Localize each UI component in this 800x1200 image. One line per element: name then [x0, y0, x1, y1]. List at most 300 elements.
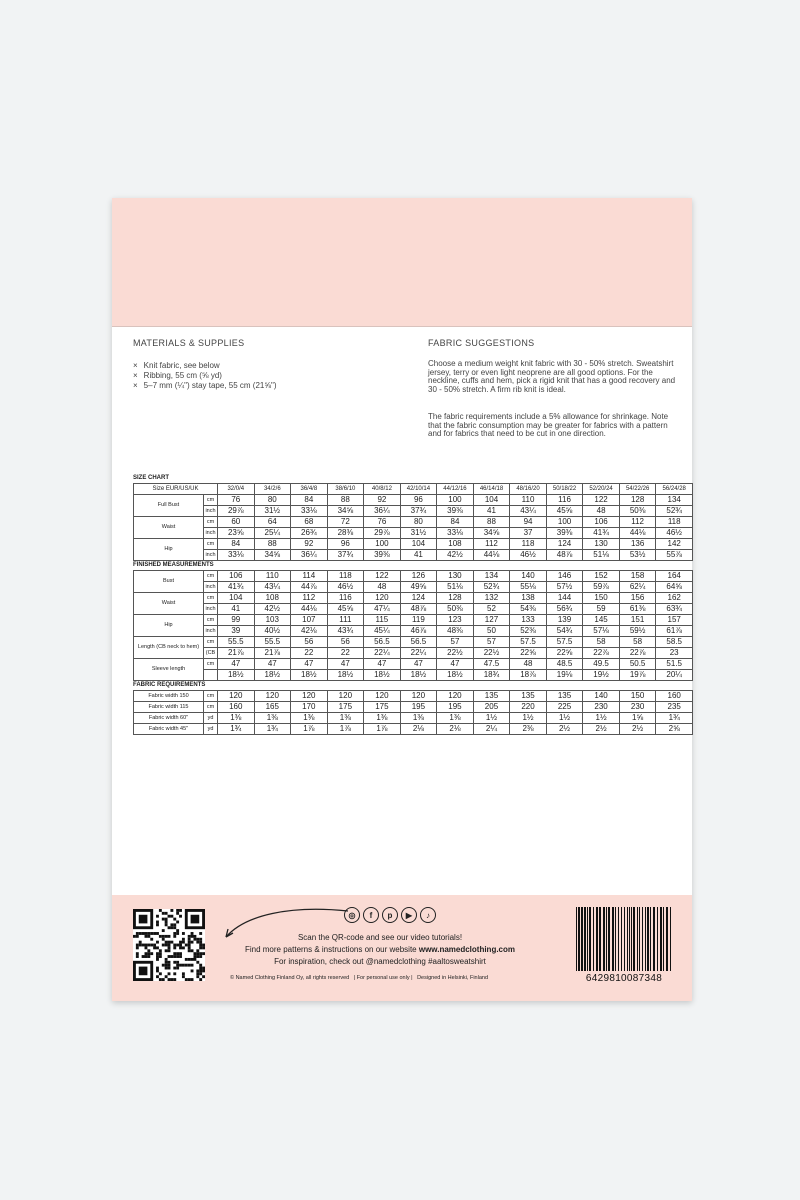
table-cell: 22⅞ — [619, 648, 656, 659]
top-pink-band — [112, 198, 692, 327]
fabric-requirements-table — [133, 690, 693, 735]
table-cell: 51⅛ — [583, 550, 620, 561]
table-cell: 64⅝ — [656, 582, 693, 593]
table-cell: 47.5 — [473, 659, 510, 670]
table-cell: 36¼ — [291, 550, 328, 561]
unit-label: cm — [204, 615, 218, 626]
size-header-cell: 40/8/12 — [364, 484, 401, 495]
size-row — [134, 517, 693, 528]
table-cell: 44⅛ — [291, 604, 328, 615]
fabric-allowance-text: The fabric requirements include a 5% allowance for shrinkage. Note that the fabric consumption may be greater for fabrics with a pattern and for fabrics that need to be cut in one direction. — [428, 412, 669, 439]
table-cell: 120 — [254, 691, 291, 702]
materials-item: × Knit fabric, see below — [133, 361, 277, 371]
table-cell: 124 — [400, 593, 437, 604]
table-cell: 2⅜ — [510, 724, 547, 735]
unit-label: cm — [204, 702, 218, 713]
barcode-number: 6429810087348 — [585, 973, 663, 984]
table-cell: 61⅞ — [656, 626, 693, 637]
table-cell: 122 — [364, 571, 401, 582]
unit-label: cm — [204, 637, 218, 648]
materials-item: × Ribbing, 55 cm (⅝ yd) — [133, 371, 277, 381]
table-cell: 22½ — [437, 648, 474, 659]
size-header-cell: 46/14/18 — [473, 484, 510, 495]
table-cell: 57.5 — [546, 637, 583, 648]
row-label: Fabric width 115 — [134, 702, 204, 713]
fabric-row — [134, 691, 693, 702]
table-cell: 18¾ — [473, 670, 510, 681]
table-cell: 94 — [510, 517, 547, 528]
table-cell: 2½ — [619, 724, 656, 735]
fabric-row — [134, 713, 693, 724]
table-cell: 135 — [473, 691, 510, 702]
table-cell: 57 — [437, 637, 474, 648]
unit-label: cm — [204, 517, 218, 528]
table-cell: 230 — [583, 702, 620, 713]
table-cell: 41¾ — [583, 528, 620, 539]
table-cell: 104 — [218, 593, 255, 604]
table-cell: 55.5 — [218, 637, 255, 648]
table-cell: 22½ — [473, 648, 510, 659]
table-cell: 37 — [510, 528, 547, 539]
table-cell: 57 — [473, 637, 510, 648]
table-cell: 52¾ — [473, 582, 510, 593]
table-cell: 118 — [656, 517, 693, 528]
table-cell: 29⅞ — [364, 528, 401, 539]
copyright-text: © Named Clothing Finland Oy, all rights reserved — [230, 975, 350, 981]
table-cell: 1⅜ — [400, 713, 437, 724]
table-cell: 112 — [619, 517, 656, 528]
finished-row — [134, 593, 693, 604]
table-cell: 42½ — [437, 550, 474, 561]
table-cell: 123 — [437, 615, 474, 626]
table-cell: 170 — [291, 702, 328, 713]
table-cell: 175 — [364, 702, 401, 713]
unit-label: cm — [204, 539, 218, 550]
tiktok-icon[interactable]: ♪ — [420, 907, 436, 923]
row-label: Fabric width 45" — [134, 724, 204, 735]
table-cell: 56.5 — [364, 637, 401, 648]
table-cell: 29⅞ — [218, 506, 255, 517]
table-cell: 34⅝ — [473, 528, 510, 539]
table-cell: 158 — [619, 571, 656, 582]
table-cell: 133 — [510, 615, 547, 626]
table-cell: 88 — [327, 495, 364, 506]
unit-label: yd — [204, 713, 218, 724]
table-cell: 48 — [510, 659, 547, 670]
website-prefix: Find more patterns & instructions on our website — [244, 945, 419, 954]
table-cell: 135 — [510, 691, 547, 702]
barcode — [574, 907, 674, 971]
table-cell: 107 — [291, 615, 328, 626]
table-cell: 18½ — [400, 670, 437, 681]
unit-label: inch — [204, 626, 218, 637]
table-cell: 48.5 — [546, 659, 583, 670]
designed-in-text: Designed in Helsinki, Finland — [417, 975, 489, 981]
table-cell: 23⅝ — [218, 528, 255, 539]
size-header-label: Size EUR/US/UK — [134, 484, 218, 495]
table-cell: 160 — [218, 702, 255, 713]
table-cell: 60 — [218, 517, 255, 528]
table-cell: 112 — [291, 593, 328, 604]
table-cell: 110 — [510, 495, 547, 506]
table-cell: 120 — [437, 691, 474, 702]
table-cell: 19⅞ — [619, 670, 656, 681]
qr-code-icon — [133, 909, 205, 981]
table-cell: 114 — [291, 571, 328, 582]
finished-row — [134, 626, 693, 637]
table-cell: 100 — [437, 495, 474, 506]
table-cell: 18½ — [218, 670, 255, 681]
materials-title: MATERIALS & SUPPLIES — [133, 338, 245, 348]
unit-label: inch — [204, 506, 218, 517]
table-cell: 165 — [254, 702, 291, 713]
table-cell: 28⅜ — [327, 528, 364, 539]
table-cell: 72 — [327, 517, 364, 528]
size-header-cell: 32/0/4 — [218, 484, 255, 495]
table-cell: 41 — [473, 506, 510, 517]
table-cell: 47 — [218, 659, 255, 670]
size-header-cell: 36/4/8 — [291, 484, 328, 495]
table-cell: 37¾ — [400, 506, 437, 517]
unit-label: cm — [204, 691, 218, 702]
table-cell: 2⅝ — [656, 724, 693, 735]
facebook-icon[interactable]: f — [363, 907, 379, 923]
size-header-cell: 48/16/20 — [510, 484, 547, 495]
finished-row — [134, 571, 693, 582]
table-cell: 47 — [327, 659, 364, 670]
table-cell: 40½ — [254, 626, 291, 637]
table-cell: 1⅞ — [291, 724, 328, 735]
table-cell: 1¾ — [254, 724, 291, 735]
table-cell: 111 — [327, 615, 364, 626]
finished-row — [134, 604, 693, 615]
table-cell: 139 — [546, 615, 583, 626]
table-cell: 162 — [656, 593, 693, 604]
table-cell: 47 — [254, 659, 291, 670]
table-cell: 47 — [400, 659, 437, 670]
table-cell: 120 — [364, 593, 401, 604]
table-cell: 68 — [291, 517, 328, 528]
table-cell: 34⅝ — [254, 550, 291, 561]
table-cell: 45¼ — [364, 626, 401, 637]
table-cell: 21⅞ — [218, 648, 255, 659]
size-chart-table — [133, 483, 693, 561]
website-link[interactable]: www.namedclothing.com — [418, 945, 515, 954]
unit-label: (CB — [204, 648, 218, 659]
table-cell: 1⅜ — [327, 713, 364, 724]
legal-line — [230, 975, 570, 981]
table-cell: 134 — [473, 571, 510, 582]
size-header-cell: 42/10/14 — [400, 484, 437, 495]
table-cell: 56 — [291, 637, 328, 648]
table-cell: 31½ — [254, 506, 291, 517]
finished-measurements-title: FINISHED MEASUREMENTS — [133, 562, 214, 568]
row-label: Hip — [134, 539, 204, 561]
table-cell: 1⅜ — [254, 713, 291, 724]
table-cell: 88 — [254, 539, 291, 550]
unit-label: inch — [204, 550, 218, 561]
table-cell: 205 — [473, 702, 510, 713]
table-cell: 151 — [619, 615, 656, 626]
table-cell: 57½ — [546, 582, 583, 593]
table-cell: 146 — [546, 571, 583, 582]
table-cell: 115 — [364, 615, 401, 626]
table-cell: 55⅛ — [510, 582, 547, 593]
table-cell: 76 — [218, 495, 255, 506]
social-icons — [344, 907, 436, 923]
table-cell: 22 — [327, 648, 364, 659]
table-cell: 120 — [364, 691, 401, 702]
table-cell: 164 — [656, 571, 693, 582]
table-cell: 122 — [583, 495, 620, 506]
table-cell: 130 — [583, 539, 620, 550]
table-cell: 56.5 — [400, 637, 437, 648]
row-label: Sleeve length — [134, 659, 204, 681]
table-cell: 42½ — [254, 604, 291, 615]
table-cell: 104 — [473, 495, 510, 506]
table-cell: 26¾ — [291, 528, 328, 539]
unit-label — [204, 670, 218, 681]
table-cell: 2⅛ — [437, 724, 474, 735]
unit-label: cm — [204, 593, 218, 604]
table-cell: 112 — [473, 539, 510, 550]
size-header-row — [134, 484, 693, 495]
table-cell: 48⅞ — [400, 604, 437, 615]
footer-band — [112, 895, 692, 1001]
row-label: Waist — [134, 593, 204, 615]
row-label: Fabric width 150 — [134, 691, 204, 702]
table-cell: 47 — [364, 659, 401, 670]
size-row — [134, 528, 693, 539]
table-cell: 49.5 — [583, 659, 620, 670]
table-cell: 59 — [583, 604, 620, 615]
table-cell: 104 — [400, 539, 437, 550]
table-cell: 58 — [619, 637, 656, 648]
table-cell: 63¾ — [656, 604, 693, 615]
table-cell: 47 — [291, 659, 328, 670]
personal-use-text: | For personal use only | — [353, 975, 413, 981]
table-cell: 22¼ — [364, 648, 401, 659]
unit-label: yd — [204, 724, 218, 735]
table-cell: 22¼ — [400, 648, 437, 659]
table-cell: 33⅛ — [291, 506, 328, 517]
finished-row — [134, 582, 693, 593]
table-cell: 18⅞ — [510, 670, 547, 681]
table-cell: 57⅛ — [583, 626, 620, 637]
qr-code[interactable] — [133, 909, 205, 981]
table-cell: 96 — [400, 495, 437, 506]
fabric-suggestions-text: Choose a medium weight knit fabric with 30 - 50% stretch. Sweatshirt jersey, terry or even light neoprene are all good options. For the neckline, cuffs and hem, pick a rigid knit that has a good recovery and 30 - 50% stretch. A firm rib knit is ideal. — [428, 359, 676, 394]
row-label: Full Bust — [134, 495, 204, 517]
table-cell: 175 — [327, 702, 364, 713]
table-cell: 22⅞ — [583, 648, 620, 659]
table-cell: 19⅛ — [546, 670, 583, 681]
table-cell: 33⅛ — [218, 550, 255, 561]
table-cell: 48⅞ — [546, 550, 583, 561]
row-label: Length (CB neck to hem) — [134, 637, 204, 659]
table-cell: 2⅛ — [400, 724, 437, 735]
table-cell: 52 — [473, 604, 510, 615]
table-cell: 76 — [364, 517, 401, 528]
table-cell: 80 — [254, 495, 291, 506]
table-cell: 120 — [327, 691, 364, 702]
finished-row — [134, 615, 693, 626]
youtube-icon[interactable]: ▶ — [401, 907, 417, 923]
table-cell: 1⅞ — [364, 724, 401, 735]
table-cell: 44⅛ — [473, 550, 510, 561]
table-cell: 126 — [400, 571, 437, 582]
table-cell: 54¾ — [546, 626, 583, 637]
row-label: Waist — [134, 517, 204, 539]
table-cell: 1½ — [473, 713, 510, 724]
table-cell: 51.5 — [656, 659, 693, 670]
table-cell: 41 — [400, 550, 437, 561]
table-cell: 21⅞ — [254, 648, 291, 659]
table-cell: 18½ — [437, 670, 474, 681]
table-cell: 119 — [400, 615, 437, 626]
finished-measurements-table — [133, 570, 693, 681]
table-cell: 136 — [619, 539, 656, 550]
table-cell: 55⅞ — [656, 550, 693, 561]
table-cell: 64 — [254, 517, 291, 528]
table-cell: 56¾ — [546, 604, 583, 615]
unit-label: inch — [204, 604, 218, 615]
unit-label: cm — [204, 659, 218, 670]
table-cell: 43¼ — [510, 506, 547, 517]
table-cell: 145 — [583, 615, 620, 626]
table-cell: 41 — [218, 604, 255, 615]
table-cell: 45⅝ — [327, 604, 364, 615]
qr-caption: Scan the QR-code and see our video tutorials! — [297, 933, 463, 942]
finished-row — [134, 637, 693, 648]
table-cell: 2¼ — [473, 724, 510, 735]
finished-row — [134, 659, 693, 670]
instagram-icon[interactable]: ◎ — [344, 907, 360, 923]
table-cell: 52¾ — [656, 506, 693, 517]
table-cell: 18½ — [327, 670, 364, 681]
table-cell: 140 — [583, 691, 620, 702]
fabric-suggestions-title: FABRIC SUGGESTIONS — [428, 338, 535, 348]
unit-label: cm — [204, 495, 218, 506]
table-cell: 50.5 — [619, 659, 656, 670]
materials-list — [133, 361, 277, 391]
size-row — [134, 495, 693, 506]
table-cell: 54⅜ — [510, 604, 547, 615]
table-cell: 41¾ — [218, 582, 255, 593]
table-cell: 157 — [656, 615, 693, 626]
row-label: Bust — [134, 571, 204, 593]
table-cell: 118 — [327, 571, 364, 582]
table-cell: 2½ — [546, 724, 583, 735]
table-cell: 48 — [364, 582, 401, 593]
table-cell: 195 — [400, 702, 437, 713]
table-cell: 23 — [656, 648, 693, 659]
table-cell: 120 — [291, 691, 328, 702]
table-cell: 18½ — [291, 670, 328, 681]
table-cell: 1⅜ — [218, 713, 255, 724]
table-cell: 20¼ — [656, 670, 693, 681]
table-cell: 18½ — [364, 670, 401, 681]
table-cell: 106 — [583, 517, 620, 528]
table-cell: 80 — [400, 517, 437, 528]
table-cell: 140 — [510, 571, 547, 582]
table-cell: 46½ — [327, 582, 364, 593]
size-header-cell: 54/22/26 — [619, 484, 656, 495]
table-cell: 59½ — [619, 626, 656, 637]
finished-row — [134, 670, 693, 681]
size-row — [134, 506, 693, 517]
table-cell: 144 — [546, 593, 583, 604]
table-cell: 52⅜ — [510, 626, 547, 637]
table-cell: 1¾ — [656, 713, 693, 724]
table-cell: 1⅜ — [437, 713, 474, 724]
table-cell: 124 — [546, 539, 583, 550]
materials-item: × 5–7 mm (¼") stay tape, 55 cm (21⅝") — [133, 381, 277, 391]
table-cell: 150 — [619, 691, 656, 702]
table-cell: 44⅞ — [291, 582, 328, 593]
table-cell: 84 — [218, 539, 255, 550]
table-cell: 84 — [291, 495, 328, 506]
pinterest-icon[interactable]: p — [382, 907, 398, 923]
table-cell: 1⅞ — [327, 724, 364, 735]
table-cell: 99 — [218, 615, 255, 626]
table-cell: 61⅜ — [619, 604, 656, 615]
table-cell: 127 — [473, 615, 510, 626]
fabric-requirements-title: FABRIC REQUIREMENTS — [133, 682, 206, 688]
table-cell: 100 — [546, 517, 583, 528]
table-cell: 235 — [656, 702, 693, 713]
table-cell: 2½ — [583, 724, 620, 735]
table-cell: 1¾ — [218, 724, 255, 735]
size-row — [134, 539, 693, 550]
table-cell: 100 — [364, 539, 401, 550]
website-line — [230, 945, 530, 954]
table-cell: 46⅞ — [400, 626, 437, 637]
table-cell: 118 — [510, 539, 547, 550]
size-header-cell: 52/20/24 — [583, 484, 620, 495]
inspiration-line: For inspiration, check out @namedclothing #aaltosweatshirt — [274, 957, 486, 966]
table-cell: 108 — [437, 539, 474, 550]
table-cell: 25¼ — [254, 528, 291, 539]
table-cell: 55.5 — [254, 637, 291, 648]
size-header-cell: 50/18/22 — [546, 484, 583, 495]
table-cell: 120 — [400, 691, 437, 702]
table-cell: 128 — [437, 593, 474, 604]
table-cell: 142 — [656, 539, 693, 550]
table-cell: 195 — [437, 702, 474, 713]
table-cell: 50 — [473, 626, 510, 637]
table-cell: 58.5 — [656, 637, 693, 648]
table-cell: 92 — [364, 495, 401, 506]
table-cell: 39 — [218, 626, 255, 637]
table-cell: 47¼ — [364, 604, 401, 615]
size-row — [134, 550, 693, 561]
table-cell: 1½ — [546, 713, 583, 724]
row-label: Hip — [134, 615, 204, 637]
table-cell: 22 — [291, 648, 328, 659]
table-cell: 57.5 — [510, 637, 547, 648]
table-cell: 103 — [254, 615, 291, 626]
table-cell: 31½ — [400, 528, 437, 539]
table-cell: 45⅝ — [546, 506, 583, 517]
table-cell: 47 — [437, 659, 474, 670]
table-cell: 130 — [437, 571, 474, 582]
table-cell: 116 — [546, 495, 583, 506]
table-cell: 43¾ — [327, 626, 364, 637]
table-cell: 49⅝ — [400, 582, 437, 593]
table-cell: 134 — [656, 495, 693, 506]
table-cell: 42⅛ — [291, 626, 328, 637]
